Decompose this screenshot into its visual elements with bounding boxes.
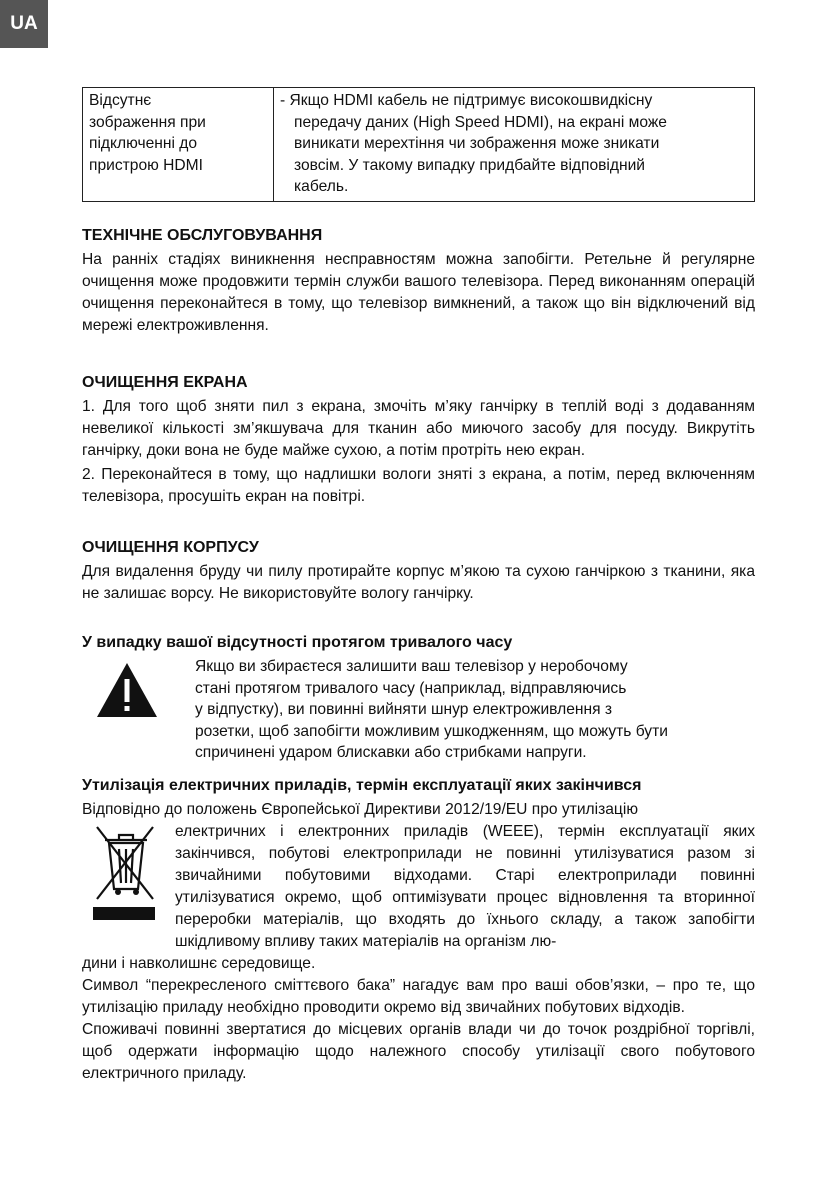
absence-line: розетки, щоб запобігти можливим ушкодженням, що можуть бути xyxy=(195,722,668,740)
language-tab: UA xyxy=(0,0,48,48)
maintenance-text: На ранніх стадіях виникнення несправностям можна запобігти. Ретельне й регулярне очищення може продовжити термін служби вашого телевізора. Перед виконанням операцій очищення переконайтеся в тому, що телевізор вимкнений, а також що він відключений від мережі електроживлення. xyxy=(82,251,755,334)
case-cleaning-section xyxy=(82,537,755,605)
case-cleaning-title: ОЧИЩЕННЯ КОРПУСУ xyxy=(82,539,259,556)
maintenance-title: ТЕХНІЧНЕ ОБСЛУГОВУВАННЯ xyxy=(82,227,323,244)
disposal-continuation: дини і навколишнє середовище. xyxy=(82,955,316,972)
table-row xyxy=(83,88,755,202)
solution-cell xyxy=(274,88,755,202)
troubleshooting-table-wrap xyxy=(82,87,755,202)
maintenance-section xyxy=(82,225,755,337)
case-cleaning-text: Для видалення бруду чи пилу протирайте корпус м’якою та сухою ганчіркою з тканини, яка не залишає ворсу. Не використовуйте вологу ганчірку. xyxy=(82,563,755,602)
disposal-title: Утилізація електричних приладів, термін експлуатації яких закінчився xyxy=(82,777,642,794)
absence-title: У випадку вашої відсутності протягом тривалого часу xyxy=(82,634,513,651)
crossed-bin-icon xyxy=(91,821,157,921)
absence-text xyxy=(195,656,755,764)
troubleshooting-table xyxy=(82,87,755,202)
absence-section xyxy=(82,632,755,764)
solution-line: виникати мерехтіння чи зображення може зникати xyxy=(294,135,660,152)
problem-cell xyxy=(83,88,274,202)
problem-line: Відсутнє xyxy=(89,92,152,109)
solution-line: зовсім. У такому випадку придбайте відповідний xyxy=(294,156,646,174)
absence-line: спричинені ударом блискавки або стрибками напруги. xyxy=(195,744,587,761)
absence-line: Якщо ви збираєтеся залишити ваш телевізор у неробочому xyxy=(195,658,628,675)
absence-line: стані протягом тривалого часу (наприклад, відправляючись xyxy=(195,679,627,697)
solution-line: кабель. xyxy=(294,178,349,195)
screen-cleaning-step-2: 2. Переконайтеся в тому, що надлишки вологи зняті з екрана, а потім, перед включенням телевізора, просушіть екран на повітрі. xyxy=(82,466,755,505)
solution-line: передачу даних (High Speed HDMI), на екрані може xyxy=(294,113,667,131)
disposal-para-3: Споживачі повинні звертатися до місцевих органів влади чи до точок роздрібної торгівлі, щоб одержати інформацію щодо належного способу утилізації свого побутового електричного приладу. xyxy=(82,1021,755,1082)
problem-line: пристрою HDMI xyxy=(89,156,203,174)
problem-line: підключенні до xyxy=(89,135,198,152)
screen-cleaning-step-1: 1. Для того щоб зняти пил з екрана, змочіть м’яку ганчірку в теплій воді з додаванням невеликої кількості зм’якшувача для тканин або миючого засобу для посуду. Викрутіть ганчірку, доки вона не буде майже сухою, а потім протріть нею екран. xyxy=(82,398,755,459)
disposal-para-2: Символ “перекресленого сміттєвого бака” нагадує вам про ваші обов’язки, – про те, що утилізацію приладу необхідно проводити окремо від звичайних побутових відходів. xyxy=(82,977,755,1016)
warning-triangle-icon xyxy=(96,662,158,718)
disposal-indented-text: електричних і електронних приладів (WEEE), термін експлуатації яких закінчився, побутові електроприлади не повинні утилізуватися разом зі звичайними побутовими відходами. Старі електроприлади повинні утилізуватися окремо, щоб оптимізувати процес відновлення та вторинної переробки матеріалів, що входять до їхнього складу, а також запобігти шкідливому впливу таких матеріалів на організм лю- xyxy=(175,823,755,950)
absence-line: у відпустку), ви повинні вийняти шнур електроживлення з xyxy=(195,701,613,718)
disposal-section xyxy=(82,775,755,1085)
solution-line: - Якщо HDMI кабель не підтримує високошвидкісну xyxy=(280,92,653,109)
disposal-first-line: Відповідно до положень Європейської Директиви 2012/19/EU про утилізацію xyxy=(82,801,639,818)
problem-line: зображення при xyxy=(89,113,206,131)
screen-cleaning-section xyxy=(82,372,755,508)
screen-cleaning-title: ОЧИЩЕННЯ ЕКРАНА xyxy=(82,374,248,391)
